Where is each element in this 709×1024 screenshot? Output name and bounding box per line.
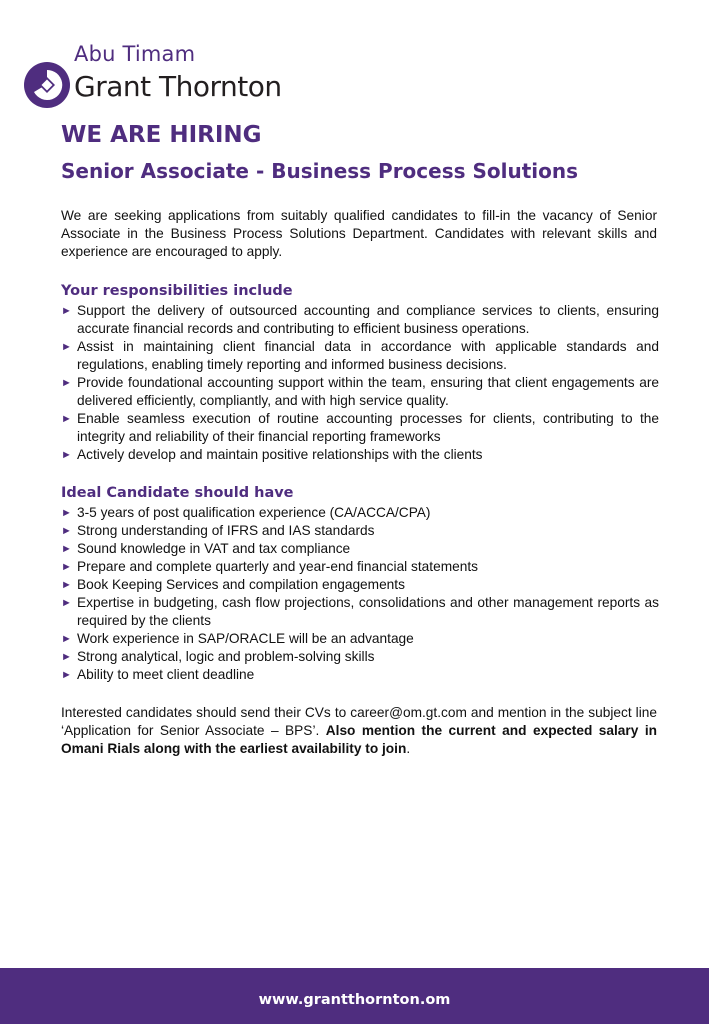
responsibilities-list xyxy=(61,302,659,464)
triangle-right-icon: ► xyxy=(61,377,72,389)
list-item-text: Enable seamless execution of routine accounting processes for clients, contributing to the integrity and reliability of their financial reporting frameworks xyxy=(77,411,659,444)
list-item-text: Support the delivery of outsourced accounting and compliance services to clients, ensuring accurate financial records and contributing to efficient business operations. xyxy=(77,303,659,336)
triangle-right-icon: ► xyxy=(61,525,72,537)
list-item xyxy=(61,410,659,446)
list-item xyxy=(61,338,659,374)
candidate-list xyxy=(61,504,659,684)
list-item xyxy=(61,522,659,540)
logo-title: Grant Thornton xyxy=(74,70,282,103)
triangle-right-icon: ► xyxy=(61,305,72,317)
triangle-right-icon: ► xyxy=(61,449,72,461)
list-item-text: Prepare and complete quarterly and year-end financial statements xyxy=(77,559,478,574)
list-item xyxy=(61,504,659,522)
intro-paragraph: We are seeking applications from suitably qualified candidates to fill-in the vacancy of Senior Associate in the Business Process Solutions Department. Candidates with relevant skills and experience are encouraged to apply. xyxy=(61,208,657,259)
list-item xyxy=(61,446,659,464)
list-item xyxy=(61,630,659,648)
list-item xyxy=(61,558,659,576)
closing-bold-text: Also mention the current and expected salary in Omani Rials along with the earliest availability to join xyxy=(61,723,657,756)
list-item xyxy=(61,648,659,666)
triangle-right-icon: ► xyxy=(61,341,72,353)
page-title: WE ARE HIRING xyxy=(61,122,262,148)
list-item-text: Work experience in SAP/ORACLE will be an advantage xyxy=(77,631,414,646)
list-item-text: Strong understanding of IFRS and IAS standards xyxy=(77,523,375,538)
footer-website-link[interactable]: www.grantthornton.om xyxy=(258,992,451,1008)
logo-subtitle: Abu Timam xyxy=(74,42,196,66)
triangle-right-icon: ► xyxy=(61,651,72,663)
list-item xyxy=(61,302,659,338)
list-item-text: Assist in maintaining client financial data in accordance with applicable standards and regulations, enabling timely reporting and informed business decisions. xyxy=(77,339,659,372)
triangle-right-icon: ► xyxy=(61,579,72,591)
job-title: Senior Associate - Business Process Solutions xyxy=(61,159,579,183)
list-item xyxy=(61,594,659,630)
closing-paragraph xyxy=(61,704,657,758)
triangle-right-icon: ► xyxy=(61,413,72,425)
triangle-right-icon: ► xyxy=(61,597,72,609)
list-item-text: Book Keeping Services and compilation engagements xyxy=(77,577,405,592)
closing-text: Interested candidates should send their CVs to career@om.gt.com and mention in the subject line ‘Application for Senior Associate – BPS’. xyxy=(61,705,657,738)
list-item-text: Ability to meet client deadline xyxy=(77,667,255,682)
list-item-text: 3-5 years of post qualification experience (CA/ACCA/CPA) xyxy=(77,505,431,520)
candidate-heading: Ideal Candidate should have xyxy=(61,485,294,501)
list-item-text: Actively develop and maintain positive relationships with the clients xyxy=(77,447,483,462)
responsibilities-heading: Your responsibilities include xyxy=(61,283,293,299)
list-item-text: Sound knowledge in VAT and tax compliance xyxy=(77,541,351,556)
list-item xyxy=(61,540,659,558)
list-item xyxy=(61,666,659,684)
list-item xyxy=(61,374,659,410)
list-item xyxy=(61,576,659,594)
company-logo xyxy=(10,20,300,103)
footer-bar xyxy=(0,968,709,1024)
triangle-right-icon: ► xyxy=(61,561,72,573)
triangle-right-icon: ► xyxy=(61,507,72,519)
list-item-text: Provide foundational accounting support within the team, ensuring that client engagements are delivered efficiently, compliantly, and with high service quality. xyxy=(77,375,659,408)
triangle-right-icon: ► xyxy=(61,543,72,555)
list-item-text: Expertise in budgeting, cash flow projections, consolidations and other management reports as required by the clients xyxy=(77,595,659,628)
triangle-right-icon: ► xyxy=(61,669,72,681)
closing-end: . xyxy=(406,741,411,756)
list-item-text: Strong analytical, logic and problem-solving skills xyxy=(77,649,375,664)
triangle-right-icon: ► xyxy=(61,633,72,645)
grant-thornton-logo-mark-icon xyxy=(22,60,72,110)
